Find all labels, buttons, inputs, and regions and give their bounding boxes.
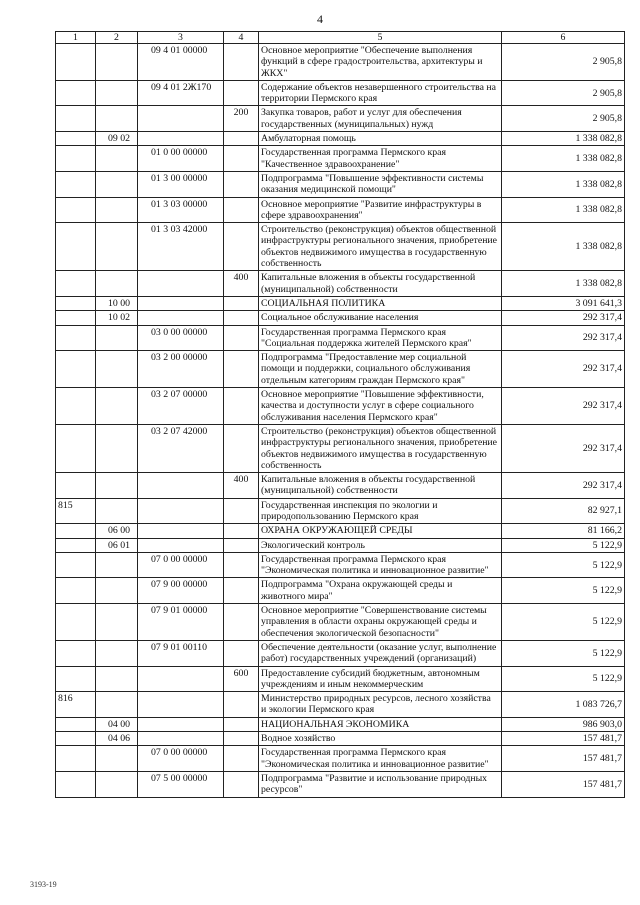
name-cell: НАЦИОНАЛЬНАЯ ЭКОНОМИКА (259, 717, 502, 731)
section-code-cell (96, 388, 138, 425)
name-cell: Капитальные вложения в объекты государственной (муниципальной) собственности (259, 271, 502, 297)
page-number: 4 (317, 12, 323, 26)
name-cell: Экологический контроль (259, 538, 502, 552)
expense-type-cell (224, 771, 259, 797)
table-row (56, 717, 625, 731)
section-code-cell (96, 106, 138, 132)
expense-type-cell (224, 223, 259, 271)
section-code-cell (96, 171, 138, 197)
table-row (56, 80, 625, 106)
amount-cell: 1 338 082,8 (502, 132, 625, 146)
section-code-cell (96, 578, 138, 604)
name-cell: Водное хозяйство (259, 732, 502, 746)
header-cell: 5 (259, 32, 502, 44)
name-cell: Подпрограмма "Повышение эффективности системы оказания медицинской помощи" (259, 171, 502, 197)
section-code-cell: 10 02 (96, 311, 138, 325)
expense-type-cell: 600 (224, 666, 259, 692)
section-code-cell: 04 06 (96, 732, 138, 746)
table-row (56, 746, 625, 772)
admin-code-cell (56, 717, 96, 731)
section-code-cell (96, 223, 138, 271)
admin-code-cell (56, 666, 96, 692)
target-code-cell: 01 3 03 00000 (138, 197, 224, 223)
target-code-cell: 03 2 00 00000 (138, 351, 224, 388)
table-row (56, 538, 625, 552)
admin-code-cell (56, 640, 96, 666)
amount-cell: 292 317,4 (502, 311, 625, 325)
expense-type-cell (224, 171, 259, 197)
name-cell: Министерство природных ресурсов, лесного хозяйства и экологии Пермского края (259, 692, 502, 718)
admin-code-cell (56, 106, 96, 132)
expense-type-cell (224, 311, 259, 325)
name-cell: Закупка товаров, работ и услуг для обеспечения государственных (муниципальных) нужд (259, 106, 502, 132)
expense-type-cell (224, 552, 259, 578)
section-code-cell (96, 473, 138, 499)
table-row (56, 498, 625, 524)
target-code-cell: 07 5 00 00000 (138, 771, 224, 797)
table-row (56, 296, 625, 310)
expense-type-cell (224, 351, 259, 388)
header-cell: 4 (224, 32, 259, 44)
amount-cell: 292 317,4 (502, 325, 625, 351)
table-row (56, 197, 625, 223)
expense-type-cell (224, 692, 259, 718)
table-row (56, 604, 625, 641)
admin-code-cell (56, 424, 96, 472)
table-row (56, 692, 625, 718)
amount-cell: 2 905,8 (502, 44, 625, 81)
amount-cell: 292 317,4 (502, 388, 625, 425)
section-code-cell (96, 197, 138, 223)
amount-cell: 5 122,9 (502, 552, 625, 578)
amount-cell: 81 166,2 (502, 524, 625, 538)
name-cell: Амбулаторная помощь (259, 132, 502, 146)
admin-code-cell (56, 524, 96, 538)
admin-code-cell (56, 732, 96, 746)
admin-code-cell (56, 351, 96, 388)
table-row (56, 351, 625, 388)
admin-code-cell (56, 223, 96, 271)
table-row (56, 311, 625, 325)
expense-type-cell: 400 (224, 473, 259, 499)
amount-cell: 1 338 082,8 (502, 146, 625, 172)
target-code-cell: 09 4 01 00000 (138, 44, 224, 81)
admin-code-cell (56, 578, 96, 604)
target-code-cell (138, 666, 224, 692)
section-code-cell (96, 498, 138, 524)
name-cell: Государственная программа Пермского края "Экономическая политика и инновационное развитие" (259, 552, 502, 578)
admin-code-cell (56, 388, 96, 425)
amount-cell: 1 083 726,7 (502, 692, 625, 718)
name-cell: Обеспечение деятельности (оказание услуг, выполнение работ) государственных учреждений (организаций) (259, 640, 502, 666)
amount-cell: 1 338 082,8 (502, 271, 625, 297)
amount-cell: 5 122,9 (502, 604, 625, 641)
expense-type-cell (224, 732, 259, 746)
target-code-cell: 07 9 01 00110 (138, 640, 224, 666)
section-code-cell: 04 00 (96, 717, 138, 731)
header-cell: 1 (56, 32, 96, 44)
section-code-cell: 06 00 (96, 524, 138, 538)
section-code-cell (96, 604, 138, 641)
table-row (56, 271, 625, 297)
admin-code-cell (56, 311, 96, 325)
name-cell: Государственная программа Пермского края "Качественное здравоохранение" (259, 146, 502, 172)
target-code-cell: 03 2 07 00000 (138, 388, 224, 425)
expense-type-cell (224, 524, 259, 538)
name-cell: Строительство (реконструкция) объектов общественной инфраструктуры регионального значения, приобретение объектов недвижимого имущества в государственную собственность (259, 424, 502, 472)
name-cell: ОХРАНА ОКРУЖАЮЩЕЙ СРЕДЫ (259, 524, 502, 538)
table-row (56, 106, 625, 132)
section-code-cell (96, 692, 138, 718)
expense-type-cell: 200 (224, 106, 259, 132)
section-code-cell (96, 80, 138, 106)
amount-cell: 157 481,7 (502, 732, 625, 746)
admin-code-cell (56, 604, 96, 641)
table-row (56, 640, 625, 666)
amount-cell: 157 481,7 (502, 746, 625, 772)
section-code-cell: 06 01 (96, 538, 138, 552)
target-code-cell (138, 132, 224, 146)
expense-type-cell (224, 146, 259, 172)
header-cell: 6 (502, 32, 625, 44)
expense-type-cell (224, 296, 259, 310)
table-row (56, 424, 625, 472)
amount-cell: 5 122,9 (502, 538, 625, 552)
name-cell: Капитальные вложения в объекты государственной (муниципальной) собственности (259, 473, 502, 499)
target-code-cell (138, 732, 224, 746)
admin-code-cell (56, 296, 96, 310)
admin-code-cell (56, 132, 96, 146)
name-cell: СОЦИАЛЬНАЯ ПОЛИТИКА (259, 296, 502, 310)
target-code-cell: 07 0 00 00000 (138, 552, 224, 578)
expense-type-cell (224, 640, 259, 666)
amount-cell: 1 338 082,8 (502, 223, 625, 271)
amount-cell: 1 338 082,8 (502, 171, 625, 197)
expense-type-cell: 400 (224, 271, 259, 297)
amount-cell: 5 122,9 (502, 640, 625, 666)
admin-code-cell (56, 552, 96, 578)
table-row (56, 732, 625, 746)
target-code-cell: 03 0 00 00000 (138, 325, 224, 351)
target-code-cell: 07 0 00 00000 (138, 746, 224, 772)
header-cell: 3 (138, 32, 224, 44)
section-code-cell (96, 146, 138, 172)
target-code-cell (138, 271, 224, 297)
amount-cell: 157 481,7 (502, 771, 625, 797)
amount-cell: 986 903,0 (502, 717, 625, 731)
target-code-cell (138, 473, 224, 499)
section-code-cell (96, 771, 138, 797)
amount-cell: 2 905,8 (502, 80, 625, 106)
name-cell: Основное мероприятие "Повышение эффективности, качества и доступности услуг в сфере социального обслуживания населения Пермского края" (259, 388, 502, 425)
name-cell: Строительство (реконструкция) объектов общественной инфраструктуры регионального значения, приобретение объектов недвижимого имущества в государственную собственность (259, 223, 502, 271)
expense-type-cell (224, 44, 259, 81)
amount-cell: 1 338 082,8 (502, 197, 625, 223)
amount-cell: 82 927,1 (502, 498, 625, 524)
table-row (56, 171, 625, 197)
section-code-cell (96, 424, 138, 472)
table-body (56, 44, 625, 798)
admin-code-cell (56, 171, 96, 197)
target-code-cell (138, 311, 224, 325)
name-cell: Подпрограмма "Развитие и использование природных ресурсов" (259, 771, 502, 797)
target-code-cell: 01 0 00 00000 (138, 146, 224, 172)
amount-cell: 292 317,4 (502, 351, 625, 388)
name-cell: Предоставление субсидий бюджетным, автономным учреждениям и иным некоммерческим (259, 666, 502, 692)
admin-code-cell (56, 146, 96, 172)
amount-cell: 5 122,9 (502, 666, 625, 692)
footer-code: 3193-19 (30, 880, 57, 889)
expense-type-cell (224, 746, 259, 772)
admin-code-cell (56, 197, 96, 223)
section-code-cell (96, 325, 138, 351)
table-row (56, 388, 625, 425)
admin-code-cell (56, 746, 96, 772)
amount-cell: 5 122,9 (502, 578, 625, 604)
target-code-cell (138, 692, 224, 718)
expense-type-cell (224, 717, 259, 731)
budget-table (55, 31, 625, 798)
target-code-cell: 01 3 00 00000 (138, 171, 224, 197)
target-code-cell: 03 2 07 42000 (138, 424, 224, 472)
target-code-cell (138, 106, 224, 132)
admin-code-cell (56, 538, 96, 552)
amount-cell: 2 905,8 (502, 106, 625, 132)
expense-type-cell (224, 80, 259, 106)
name-cell: Подпрограмма "Предоставление мер социальной помощи и поддержки, социального обслуживания отдельным категориям граждан Пермского края" (259, 351, 502, 388)
target-code-cell: 07 9 00 00000 (138, 578, 224, 604)
admin-code-cell (56, 771, 96, 797)
admin-code-cell (56, 80, 96, 106)
table-row (56, 524, 625, 538)
header-cell: 2 (96, 32, 138, 44)
table-row (56, 666, 625, 692)
name-cell: Государственная инспекция по экологии и природопользованию Пермского края (259, 498, 502, 524)
admin-code-cell: 816 (56, 692, 96, 718)
name-cell: Государственная программа Пермского края "Экономическая политика и инновационное развитие" (259, 746, 502, 772)
name-cell: Содержание объектов незавершенного строительства на территории Пермского края (259, 80, 502, 106)
expense-type-cell (224, 604, 259, 641)
admin-code-cell (56, 44, 96, 81)
name-cell: Социальное обслуживание населения (259, 311, 502, 325)
expense-type-cell (224, 538, 259, 552)
section-code-cell (96, 746, 138, 772)
section-code-cell: 10 00 (96, 296, 138, 310)
section-code-cell (96, 552, 138, 578)
expense-type-cell (224, 197, 259, 223)
expense-type-cell (224, 424, 259, 472)
section-code-cell (96, 351, 138, 388)
name-cell: Основное мероприятие "Обеспечение выполнения функций в сфере градостроительства, архитектуры и ЖКХ" (259, 44, 502, 81)
admin-code-cell (56, 325, 96, 351)
expense-type-cell (224, 132, 259, 146)
target-code-cell (138, 538, 224, 552)
table-row (56, 132, 625, 146)
table-row (56, 325, 625, 351)
target-code-cell (138, 524, 224, 538)
table-row (56, 146, 625, 172)
section-code-cell (96, 44, 138, 81)
expense-type-cell (224, 498, 259, 524)
target-code-cell: 07 9 01 00000 (138, 604, 224, 641)
table-row (56, 578, 625, 604)
table-row (56, 44, 625, 81)
table-row (56, 473, 625, 499)
name-cell: Подпрограмма "Охрана окружающей среды и животного мира" (259, 578, 502, 604)
section-code-cell: 09 02 (96, 132, 138, 146)
target-code-cell: 01 3 03 42000 (138, 223, 224, 271)
target-code-cell (138, 296, 224, 310)
admin-code-cell: 815 (56, 498, 96, 524)
expense-type-cell (224, 325, 259, 351)
amount-cell: 292 317,4 (502, 473, 625, 499)
table-row (56, 223, 625, 271)
section-code-cell (96, 271, 138, 297)
header-row (56, 32, 625, 44)
expense-type-cell (224, 388, 259, 425)
table-row (56, 771, 625, 797)
table-row (56, 552, 625, 578)
name-cell: Основное мероприятие "Совершенствование системы управления в области охраны окружающей среды и обеспечения экологической безопасности" (259, 604, 502, 641)
name-cell: Основное мероприятие "Развитие инфраструктуры в сфере здравоохранения" (259, 197, 502, 223)
target-code-cell (138, 498, 224, 524)
amount-cell: 3 091 641,3 (502, 296, 625, 310)
name-cell: Государственная программа Пермского края "Социальная поддержка жителей Пермского края" (259, 325, 502, 351)
target-code-cell (138, 717, 224, 731)
section-code-cell (96, 666, 138, 692)
amount-cell: 292 317,4 (502, 424, 625, 472)
admin-code-cell (56, 271, 96, 297)
section-code-cell (96, 640, 138, 666)
expense-type-cell (224, 578, 259, 604)
admin-code-cell (56, 473, 96, 499)
target-code-cell: 09 4 01 2Ж170 (138, 80, 224, 106)
